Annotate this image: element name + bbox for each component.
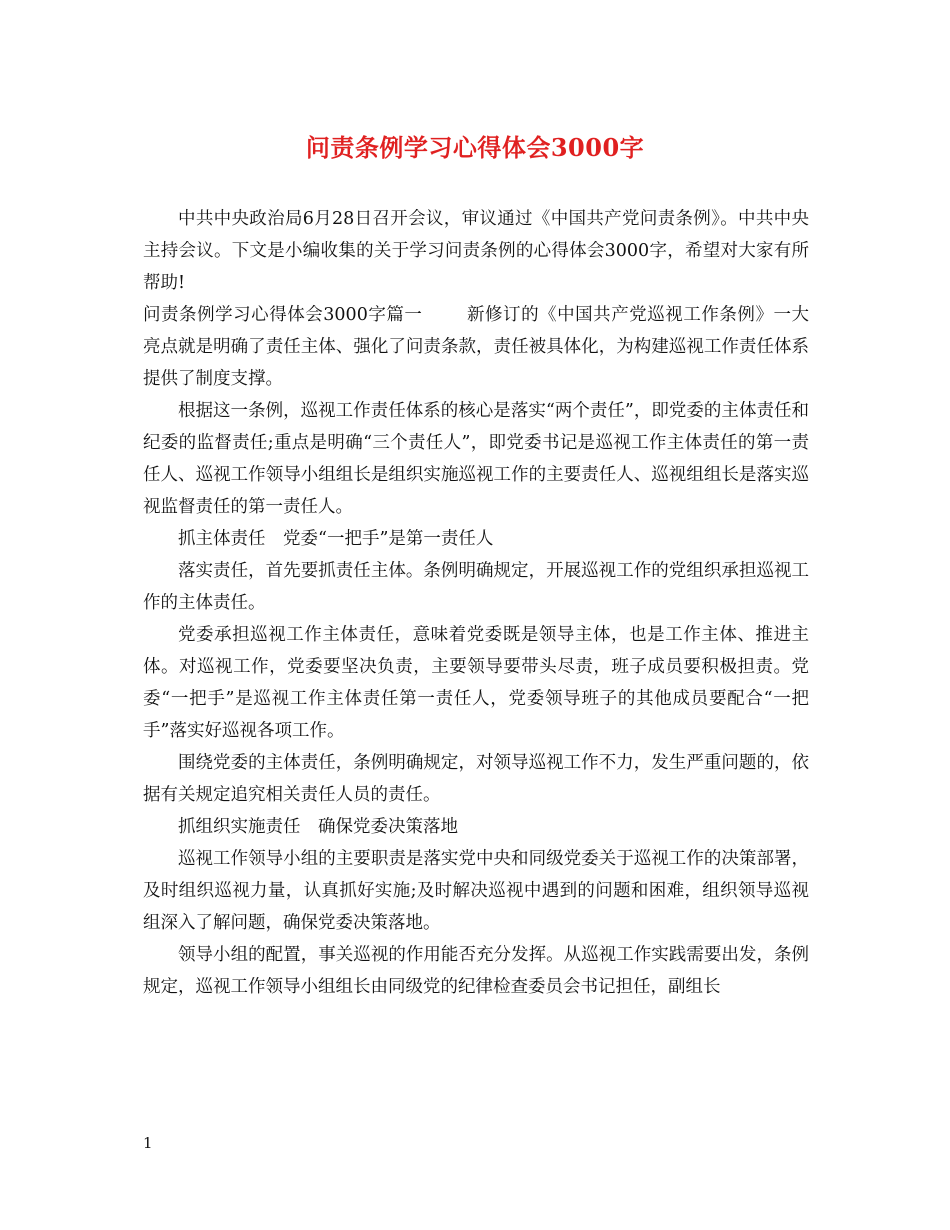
page-number: 1 [143,1134,153,1152]
paragraph-leading-group-duties: 巡视工作领导小组的主要职责是落实党中央和同级党委关于巡视工作的决策部署，及时组织巡视力量，认真抓好实施;及时解决巡视中遇到的问题和困难，组织领导巡视组深入了解问题，确保党委决策落地。 [143,849,809,933]
paragraph-party-committee: 党委承担巡视工作主体责任，意味着党委既是领导主体，也是工作主体、推进主体。对巡视工作，党委要坚决负责，主要领导要带头尽责，班子成员要积极担责。党委“一把手”是巡视工作主体责任第一责任人，党委领导班子的其他成员要配合“一把手”落实好巡视各项工作。 [143,625,809,741]
section-lead: 新修订的《中国共产党巡视工作条例》一大亮点就是明确了责任主体、强化了问责条款，责任被具体化，为构建巡视工作责任体系提供了制度支撑。 [143,305,810,389]
document-title: 问责条例学习心得体会3000字 [305,133,645,162]
paragraph-responsibility-system: 根据这一条例，巡视工作责任体系的核心是落实“两个责任”，即党委的主体责任和纪委的监督责任;重点是明确“三个责任人”，即党委书记是巡视工作主体责任的第一责任人、巡视工作领导小组组长是组织实施巡视工作的主要责任人、巡视组组长是落实巡视监督责任的第一责任人。 [143,401,809,517]
paragraph-intro: 中共中央政治局6月28日召开会议，审议通过《中国共产党问责条例》。中共中央主持会议。下文是小编收集的关于学习问责条例的心得体会3000字，希望对大家有所帮助! [143,209,809,293]
paragraph-section-one [143,299,809,395]
subheading-organization-responsibility: 抓组织实施责任 确保党委决策落地 [178,817,458,837]
subheading-main-responsibility: 抓主体责任 党委“一把手”是第一责任人 [178,529,494,549]
section-heading: 问责条例学习心得体会3000字篇一 [143,305,423,325]
paragraph-implement-responsibility: 落实责任，首先要抓责任主体。条例明确规定，开展巡视工作的党组织承担巡视工作的主体责任。 [143,561,809,613]
paragraph-leading-group-config: 领导小组的配置，事关巡视的作用能否充分发挥。从巡视工作实践需要出发，条例规定，巡视工作领导小组组长由同级党的纪律检查委员会书记担任，副组长 [143,945,809,997]
document-body [143,203,809,1003]
paragraph-accountability: 围绕党委的主体责任，条例明确规定，对领导巡视工作不力，发生严重问题的，依据有关规定追究相关责任人员的责任。 [143,753,809,805]
